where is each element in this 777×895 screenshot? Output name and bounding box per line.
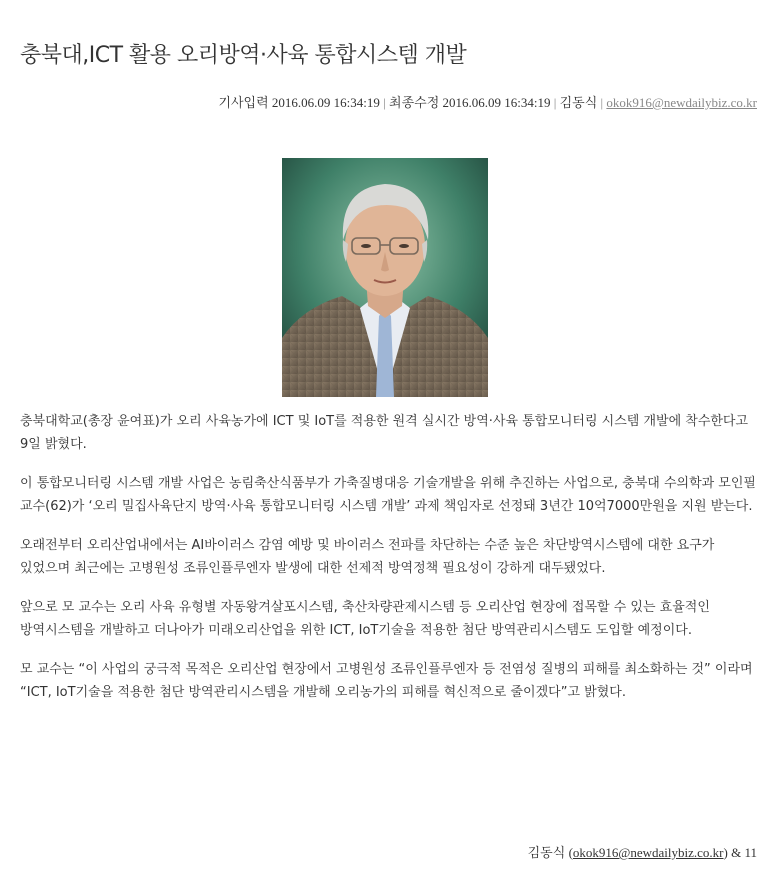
modified-label: 최종수정: [389, 95, 440, 110]
article-paragraph: 오래전부터 오리산업내에서는 AI바이러스 감염 예방 및 바이러스 전파를 차단하는 수준 높은 차단방역시스템에 대한 요구가 있었으며 최근에는 고병원성 조류인플루엔자 발생에 대한 선제적 방역정책 필요성이 강하게 대두됐었다.: [20, 538, 715, 576]
article-body: [20, 411, 757, 721]
byline-suffix: & 11: [731, 845, 757, 860]
article-photo: [282, 158, 488, 397]
article-paragraph: 이 통합모니터링 시스템 개발 사업은 농림축산식품부가 가축질병대응 기술개발을 위해 추진하는 사업으로, 충북대 수의학과 모인필 교수(62)가 ‘오리 밀집사육단지 방역·사육 통합모니터링 시스템 개발’ 과제 책임자로 선정돼 3년간 10억7000만원을 지원 받는다.: [20, 476, 756, 514]
author-email-link[interactable]: okok916@newdailybiz.co.kr: [606, 95, 757, 110]
article-headline: 충북대,ICT 활용 오리방역·사육 통합시스템 개발: [20, 43, 467, 68]
published-timestamp: 2016.06.09 16:34:19: [271, 95, 380, 110]
byline-author: 김동식: [527, 845, 566, 860]
meta-separator: |: [600, 95, 604, 110]
article-paragraph: 앞으로 모 교수는 오리 사육 유형별 자동왕겨살포시스템, 축산차량관제시스템 등 오리산업 현장에 접목할 수 있는 효율적인 방역시스템을 개발하고 더나아가 미래오리산업을 위한 ICT, IoT기술을 적용한 첨단 방역관리시스템도 도입할 예정이다.: [20, 600, 710, 638]
modified-timestamp: 2016.06.09 16:34:19: [442, 95, 551, 110]
meta-separator: |: [553, 95, 557, 110]
author-name: 김동식: [559, 95, 598, 110]
byline-email-link[interactable]: okok916@newdailybiz.co.kr: [572, 845, 724, 860]
meta-separator: |: [383, 95, 386, 110]
article-byline: 김동식 (okok916@newdailybiz.co.kr) & 11: [527, 845, 757, 860]
article-paragraph: 모 교수는 “이 사업의 궁극적 목적은 오리산업 현장에서 고병원성 조류인플루엔자 등 전염성 질병의 피해를 최소화하는 것” 이라며 “ICT, IoT기술을 적용한 첨단 방역관리시스템을 개발해 오리농가의 피해를 혁신적으로 줄이겠다”고 밝혔다.: [20, 662, 753, 700]
article-meta: [218, 92, 757, 111]
professor-portrait-image: [282, 158, 488, 397]
article-paragraph: 충북대학교(총장 윤여표)가 오리 사육농가에 ICT 및 IoT를 적용한 원격 실시간 방역·사육 통합모니터링 시스템 개발에 착수한다고 9일 밝혔다.: [20, 414, 749, 452]
published-label: 기사입력: [218, 95, 269, 110]
